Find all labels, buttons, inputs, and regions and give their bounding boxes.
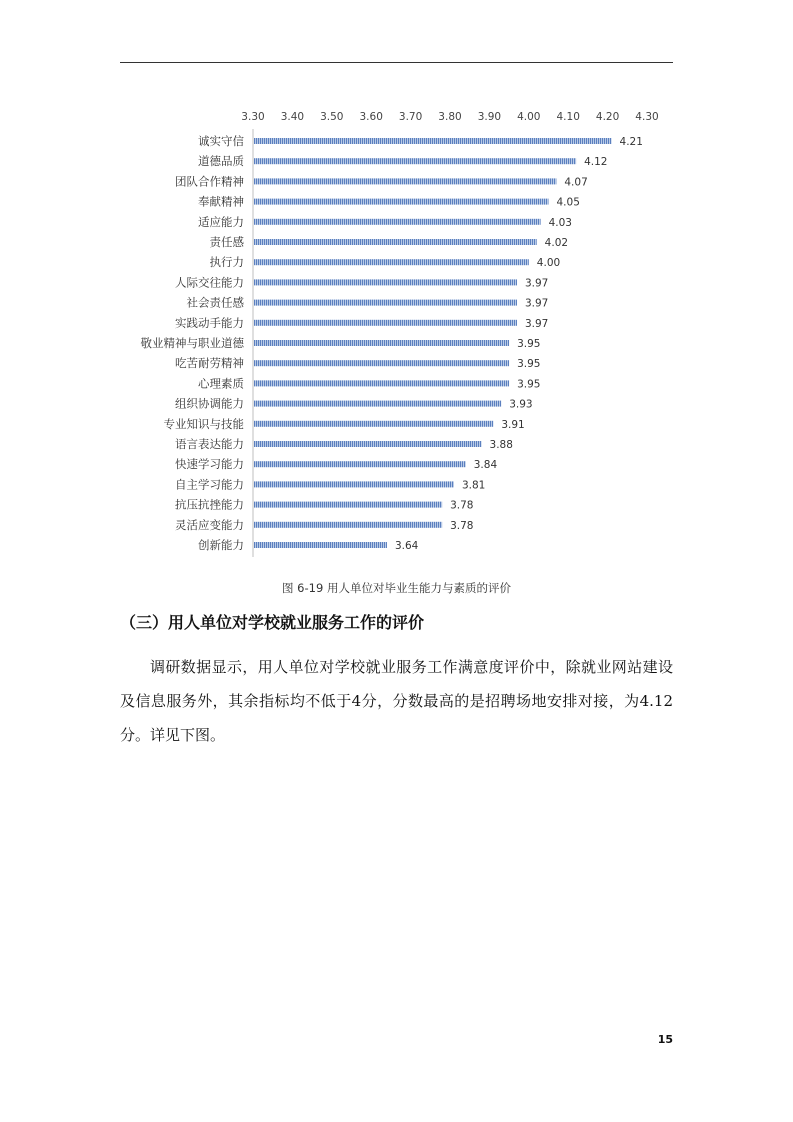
data-label: 4.12 bbox=[584, 156, 608, 169]
bar bbox=[254, 300, 517, 306]
category-label: 社会责任感 bbox=[186, 295, 244, 310]
category-label: 诚实守信 bbox=[198, 134, 244, 148]
category-label: 适应能力 bbox=[198, 214, 244, 229]
bar bbox=[254, 380, 509, 386]
bar bbox=[254, 542, 387, 548]
data-label: 4.07 bbox=[564, 176, 588, 189]
bar bbox=[254, 522, 442, 528]
category-label: 语言表达能力 bbox=[175, 437, 244, 451]
bar bbox=[254, 138, 612, 144]
x-tick-label: 3.80 bbox=[438, 111, 462, 123]
page-number: 15 bbox=[657, 1033, 673, 1046]
bar bbox=[254, 279, 517, 285]
category-label: 人际交往能力 bbox=[175, 275, 244, 290]
category-label: 专业知识与技能 bbox=[163, 416, 244, 431]
figure-caption: 图 6-19 用人单位对毕业生能力与素质的评价 bbox=[282, 581, 511, 595]
category-label: 组织协调能力 bbox=[175, 396, 244, 411]
category-label: 敬业精神与职业道德 bbox=[140, 336, 244, 350]
bar bbox=[254, 158, 576, 164]
category-label: 责任感 bbox=[209, 235, 244, 249]
bar bbox=[254, 360, 509, 366]
category-label: 道德品质 bbox=[198, 154, 244, 169]
data-label: 3.97 bbox=[524, 277, 549, 290]
data-label: 3.78 bbox=[450, 499, 474, 512]
category-label: 心理素质 bbox=[198, 376, 244, 391]
body-paragraph: 调研数据显示，用人单位对学校就业服务工作满意度评价中，除就业网站建设及信息服务外，其余指标均不低于4分，分数最高的是招聘场地安排对接，为4.12分。详见下图。 bbox=[120, 658, 673, 744]
data-label: 3.88 bbox=[489, 439, 513, 451]
bar bbox=[254, 320, 517, 326]
header-rule bbox=[120, 62, 673, 63]
bar bbox=[254, 401, 501, 407]
bar bbox=[254, 421, 493, 427]
data-label: 3.78 bbox=[450, 519, 474, 532]
data-label: 3.97 bbox=[524, 297, 549, 310]
category-label: 奉献精神 bbox=[198, 194, 244, 209]
data-label: 4.05 bbox=[556, 196, 580, 209]
bar bbox=[254, 502, 442, 508]
data-label: 3.91 bbox=[501, 418, 525, 431]
data-label: 3.64 bbox=[394, 540, 419, 552]
category-label: 执行力 bbox=[209, 255, 244, 270]
data-label: 4.02 bbox=[544, 237, 569, 249]
section-heading: （三）用人单位对学校就业服务工作的评价 bbox=[120, 613, 425, 632]
bar-chart bbox=[0, 100, 793, 570]
category-label: 创新能力 bbox=[198, 538, 244, 552]
data-label: 3.95 bbox=[517, 378, 541, 391]
category-label: 实践动手能力 bbox=[175, 315, 244, 330]
bar bbox=[254, 199, 549, 205]
x-tick-label: 3.60 bbox=[359, 111, 383, 123]
data-label: 3.81 bbox=[461, 479, 486, 492]
data-label: 3.95 bbox=[517, 338, 541, 350]
x-tick-label: 4.30 bbox=[635, 111, 659, 123]
bar bbox=[254, 219, 541, 225]
category-label: 快速学习能力 bbox=[175, 457, 244, 472]
x-tick-label: 3.50 bbox=[320, 111, 344, 123]
data-label: 4.00 bbox=[536, 257, 561, 270]
data-label: 4.03 bbox=[548, 216, 573, 229]
bar bbox=[254, 178, 556, 184]
x-axis-ticks bbox=[241, 111, 658, 123]
x-tick-label: 4.00 bbox=[517, 111, 541, 123]
bar bbox=[254, 461, 466, 467]
category-label: 自主学习能力 bbox=[175, 477, 244, 492]
x-tick-label: 4.10 bbox=[556, 111, 580, 123]
x-tick-label: 3.40 bbox=[280, 111, 305, 123]
category-label: 灵活应变能力 bbox=[175, 517, 244, 532]
x-tick-label: 3.70 bbox=[398, 111, 423, 123]
data-label: 3.93 bbox=[509, 398, 533, 411]
category-label: 团队合作精神 bbox=[175, 174, 244, 189]
x-tick-label: 3.30 bbox=[241, 111, 265, 123]
category-label: 吃苦耐劳精神 bbox=[175, 356, 244, 371]
data-label: 3.95 bbox=[517, 358, 541, 371]
category-labels bbox=[141, 134, 245, 552]
x-tick-label: 4.20 bbox=[595, 111, 620, 123]
data-label: 4.21 bbox=[619, 136, 643, 148]
bar bbox=[254, 441, 482, 447]
bar bbox=[254, 481, 454, 487]
x-tick-label: 3.90 bbox=[477, 111, 502, 123]
data-label: 3.84 bbox=[473, 459, 498, 472]
bar bbox=[254, 340, 509, 346]
bar bbox=[254, 259, 529, 265]
category-label: 抗压抗挫能力 bbox=[175, 497, 244, 512]
data-label: 3.97 bbox=[524, 317, 549, 330]
bar bbox=[254, 239, 537, 245]
